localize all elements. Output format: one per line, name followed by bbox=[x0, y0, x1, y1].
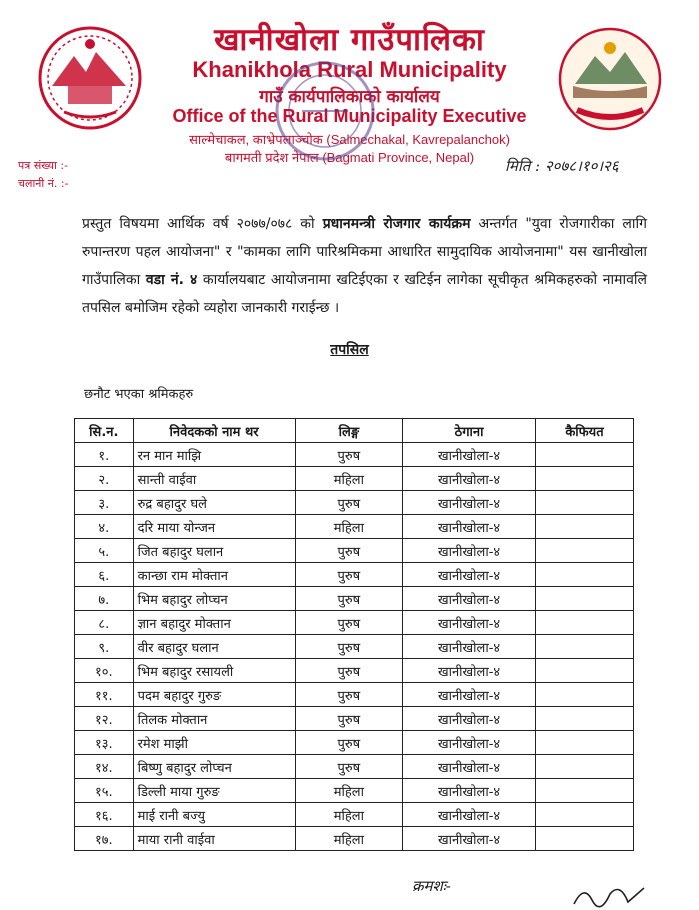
municipality-title-en: Khanikhola Rural Municipality bbox=[192, 57, 507, 82]
row-sn: ७. bbox=[75, 587, 134, 611]
row-address: खानीखोला-४ bbox=[403, 515, 536, 539]
row-remarks bbox=[535, 587, 633, 611]
table-row bbox=[75, 659, 634, 683]
office-stamp-icon bbox=[270, 56, 380, 166]
row-address: खानीखोला-४ bbox=[403, 491, 536, 515]
row-gender: पुरुष bbox=[295, 491, 403, 515]
row-address: खानीखोला-४ bbox=[403, 683, 536, 707]
table-row bbox=[75, 707, 634, 731]
header-address: ठेगाना bbox=[403, 419, 536, 443]
header-sn: सि.न. bbox=[75, 419, 134, 443]
row-name: डिल्ली माया गुरुङ bbox=[133, 779, 295, 803]
row-remarks bbox=[535, 779, 633, 803]
row-name: बिष्णु बहादुर लोप्चन bbox=[133, 755, 295, 779]
row-address: खानीखोला-४ bbox=[403, 803, 536, 827]
table-row bbox=[75, 731, 634, 755]
workers-table bbox=[74, 418, 634, 851]
table-row bbox=[75, 635, 634, 659]
row-address: खानीखोला-४ bbox=[403, 635, 536, 659]
header-name: निवेदकको नाम थर bbox=[133, 419, 295, 443]
row-remarks bbox=[535, 659, 633, 683]
row-sn: २. bbox=[75, 467, 134, 491]
header-gender: लिङ्ग bbox=[295, 419, 403, 443]
row-gender: महिला bbox=[295, 827, 403, 851]
office-title-np: गाउँ कार्यपालिकाको कार्यालय bbox=[259, 87, 440, 107]
row-name: भिम बहादुर लोप्चन bbox=[133, 587, 295, 611]
table-row bbox=[75, 803, 634, 827]
province-line: बागमती प्रदेश नेपाल (Bagmati Province, Nepal) bbox=[224, 150, 475, 165]
row-name: रमेश माझी bbox=[133, 731, 295, 755]
row-sn: १. bbox=[75, 443, 134, 467]
row-gender: पुरुष bbox=[295, 731, 403, 755]
row-name: वीर बहादुर घलान bbox=[133, 635, 295, 659]
table-row bbox=[75, 539, 634, 563]
row-sn: ४. bbox=[75, 515, 134, 539]
row-sn: १४. bbox=[75, 755, 134, 779]
table-header-row bbox=[75, 419, 634, 443]
selected-workers-heading: छनौट भएका श्रमिकहरु bbox=[84, 387, 194, 402]
row-address: खानीखोला-४ bbox=[403, 731, 536, 755]
row-remarks bbox=[535, 635, 633, 659]
continued-note: क्रमशः- bbox=[412, 877, 451, 895]
letter-date: मिति : २०७८।१०।२६ bbox=[505, 157, 619, 175]
row-address: खानीखोला-४ bbox=[403, 827, 536, 851]
row-sn: १५. bbox=[75, 779, 134, 803]
row-name: ज्ञान बहादुर मोक्तान bbox=[133, 611, 295, 635]
row-name: कान्छा राम मोक्तान bbox=[133, 563, 295, 587]
letter-body-paragraph: प्रस्तुत विषयमा आर्थिक वर्ष २०७७/०७८ को प्रधानमन्त्री रोजगार कार्यक्रम अन्तर्गत "युवा रोजगारीका लागि रुपान्तरण पहल आयोजना" र "कामका लागि पारिश्रमिकमा आधारित सामुदायिक आयोजनामा" यस खानीखोला गाउँपालिका वडा नं. ४ कार्यालयबाट आयोजनामा खटिईएका र खटिईन लागेका सूचीकृत श्रमिकहरुको नामावलि तपसिल बमोजिम रहेको व्यहोरा जानकारी गराईन्छ । bbox=[82, 216, 647, 316]
row-remarks bbox=[535, 539, 633, 563]
row-name: भिम बहादुर रसायली bbox=[133, 659, 295, 683]
row-sn: ८. bbox=[75, 611, 134, 635]
table-row bbox=[75, 491, 634, 515]
row-name: पदम बहादुर गुरुङ bbox=[133, 683, 295, 707]
row-name: रुद्र बहादुर घले bbox=[133, 491, 295, 515]
table-row bbox=[75, 443, 634, 467]
row-gender: महिला bbox=[295, 803, 403, 827]
row-address: खानीखोला-४ bbox=[403, 563, 536, 587]
row-gender: पुरुष bbox=[295, 539, 403, 563]
table-row bbox=[75, 755, 634, 779]
row-name: जित बहादुर घलान bbox=[133, 539, 295, 563]
row-address: खानीखोला-४ bbox=[403, 707, 536, 731]
row-name: माया रानी वाईवा bbox=[133, 827, 295, 851]
table-row bbox=[75, 563, 634, 587]
row-gender: पुरुष bbox=[295, 563, 403, 587]
table-row bbox=[75, 467, 634, 491]
row-remarks bbox=[535, 611, 633, 635]
row-remarks bbox=[535, 443, 633, 467]
row-sn: १३. bbox=[75, 731, 134, 755]
table-row bbox=[75, 515, 634, 539]
table-row bbox=[75, 683, 634, 707]
row-name: सान्ती वाईवा bbox=[133, 467, 295, 491]
row-sn: १२. bbox=[75, 707, 134, 731]
row-name: दरि माया योन्जन bbox=[133, 515, 295, 539]
row-address: खानीखोला-४ bbox=[403, 755, 536, 779]
address-line: साल्मेचाकल, काभ्रेपलाञ्चोक (Salmechakal, Kavrepalanchok) bbox=[189, 132, 510, 147]
row-gender: महिला bbox=[295, 467, 403, 491]
row-sn: १०. bbox=[75, 659, 134, 683]
row-gender: पुरुष bbox=[295, 707, 403, 731]
row-address: खानीखोला-४ bbox=[403, 779, 536, 803]
row-address: खानीखोला-४ bbox=[403, 467, 536, 491]
row-name: माई रानी बज्यु bbox=[133, 803, 295, 827]
row-remarks bbox=[535, 731, 633, 755]
row-remarks bbox=[535, 707, 633, 731]
municipality-title-np: खानीखोला गाउँपालिका bbox=[214, 22, 485, 58]
table-row bbox=[75, 587, 634, 611]
row-remarks bbox=[535, 803, 633, 827]
row-address: खानीखोला-४ bbox=[403, 611, 536, 635]
row-name: रन मान माझि bbox=[133, 443, 295, 467]
row-gender: पुरुष bbox=[295, 443, 403, 467]
row-remarks bbox=[535, 491, 633, 515]
table-row bbox=[75, 611, 634, 635]
header-remarks: कैफियत bbox=[535, 419, 633, 443]
row-address: खानीखोला-४ bbox=[403, 443, 536, 467]
row-gender: पुरुष bbox=[295, 755, 403, 779]
row-gender: पुरुष bbox=[295, 611, 403, 635]
row-gender: महिला bbox=[295, 515, 403, 539]
row-sn: ५. bbox=[75, 539, 134, 563]
row-gender: पुरुष bbox=[295, 683, 403, 707]
row-gender: पुरुष bbox=[295, 635, 403, 659]
row-remarks bbox=[535, 683, 633, 707]
row-sn: १६. bbox=[75, 803, 134, 827]
row-remarks bbox=[535, 755, 633, 779]
row-sn: ११. bbox=[75, 683, 134, 707]
row-sn: १७. bbox=[75, 827, 134, 851]
row-sn: ६. bbox=[75, 563, 134, 587]
row-sn: ३. bbox=[75, 491, 134, 515]
details-heading: तपसिल bbox=[330, 342, 369, 358]
row-remarks bbox=[535, 827, 633, 851]
row-gender: पुरुष bbox=[295, 659, 403, 683]
row-gender: महिला bbox=[295, 779, 403, 803]
row-name: तिलक मोक्तान bbox=[133, 707, 295, 731]
row-address: खानीखोला-४ bbox=[403, 587, 536, 611]
reference-number-label: पत्र संख्या :- bbox=[18, 159, 69, 172]
row-remarks bbox=[535, 515, 633, 539]
row-gender: पुरुष bbox=[295, 587, 403, 611]
table-row bbox=[75, 779, 634, 803]
row-address: खानीखोला-४ bbox=[403, 659, 536, 683]
row-sn: ९. bbox=[75, 635, 134, 659]
dispatch-number-label: चलानी नं. :- bbox=[18, 177, 69, 190]
row-address: खानीखोला-४ bbox=[403, 539, 536, 563]
signature-icon bbox=[570, 880, 650, 910]
row-remarks bbox=[535, 467, 633, 491]
office-title-en: Office of the Rural Municipality Executive bbox=[172, 106, 527, 126]
row-remarks bbox=[535, 563, 633, 587]
table-row bbox=[75, 827, 634, 851]
